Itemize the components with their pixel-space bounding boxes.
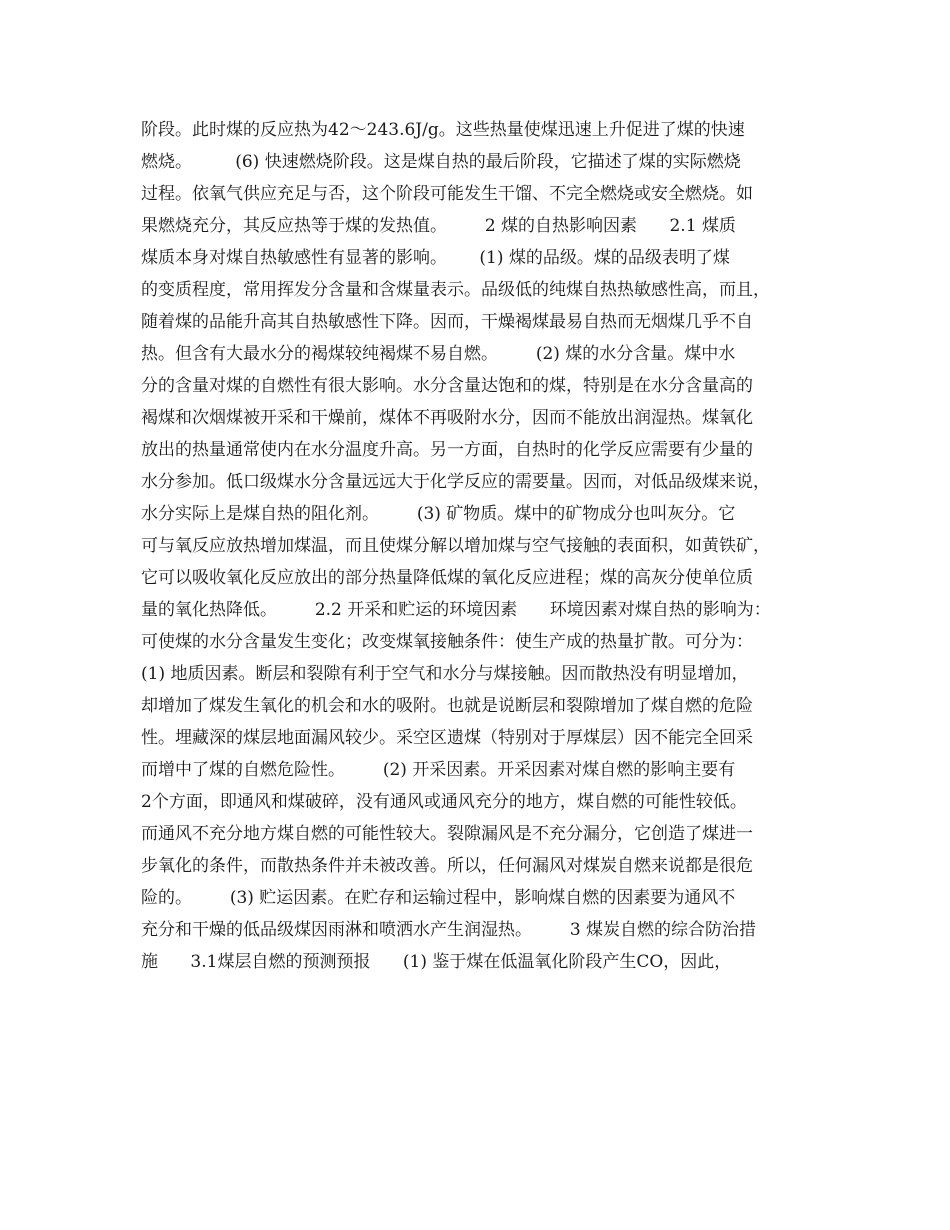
text-line: 煤质本身对煤自热敏感性有显著的影响。 (1) 煤的品级。煤的品级表明了煤 xyxy=(141,248,730,268)
text-line: 褐煤和次烟煤被开采和干燥前，煤体不再吸附水分，因而不能放出润湿热。煤氧化 xyxy=(141,408,753,428)
text-line: 可使煤的水分含量发生变化；改变煤氧接触条件：使生产成的热量扩散。可分为： xyxy=(141,632,753,652)
text-line: 阶段。此时煤的反应热为42～243.6J/g。这些热量使煤迅速上升促进了煤的快速 xyxy=(141,120,745,140)
text-line: 热。但含有大最水分的褐煤较纯褐煤不易自燃。 (2) 煤的水分含量。煤中水 xyxy=(141,344,736,364)
text-line: 性。埋藏深的煤层地面漏风较少。采空区遗煤（特别对于厚煤层）因不能完全回采 xyxy=(141,728,753,748)
text-line: (1) 地质因素。断层和裂隙有利于空气和水分与煤接触。因而散热没有明显增加， xyxy=(141,664,749,684)
text-line: 充分和干燥的低品级煤因雨淋和喷洒水产生润湿热。 3 煤炭自燃的综合防治措 xyxy=(141,920,757,940)
text-line: 险的。 (3) 贮运因素。在贮存和运输过程中，影响煤自燃的因素要为通风不 xyxy=(141,888,736,908)
text-line: 施 3.1煤层自燃的预测预报 (1) 鉴于煤在低温氧化阶段产生CO，因此， xyxy=(141,952,732,972)
text-line: 水分实际上是煤自热的阻化剂。 (3) 矿物质。煤中的矿物成分也叫灰分。它 xyxy=(141,504,736,524)
text-line: 却增加了煤发生氧化的机会和水的吸附。也就是说断层和裂隙增加了煤自燃的危险 xyxy=(141,696,753,716)
text-line: 的变质程度，常用挥发分含量和含煤量表示。品级低的纯煤自热热敏感性高，而且， xyxy=(141,280,770,300)
text-line: 2个方面，即通风和煤破碎，没有通风或通风充分的地方，煤自燃的可能性较低。 xyxy=(141,792,747,812)
text-line: 过程。依氧气供应充足与否，这个阶段可能发生干馏、不完全燃烧或安全燃烧。如 xyxy=(141,184,753,204)
text-line: 水分参加。低口级煤水分含量远远大于化学反应的需要量。因而，对低品级煤来说， xyxy=(141,472,770,492)
text-line: 果燃烧充分，其反应热等于煤的发热值。 2 煤的自热影响因素 2.1 煤质 xyxy=(141,216,736,236)
body-text xyxy=(141,114,831,978)
text-line: 而增中了煤的自燃危险性。 (2) 开采因素。开采因素对煤自燃的影响主要有 xyxy=(141,760,736,780)
text-line: 步氧化的条件，而散热条件并未被改善。所以，任何漏风对煤炭自燃来说都是很危 xyxy=(141,856,753,876)
text-line: 可与氧反应放热增加煤温，而且使煤分解以增加煤与空气接触的表面积，如黄铁矿， xyxy=(141,536,770,556)
text-line: 放出的热量通常使内在水分温度升高。另一方面，自热时的化学反应需要有少量的 xyxy=(141,440,753,460)
text-line: 分的含量对煤的自燃性有很大影响。水分含量达饱和的煤，特别是在水分含量高的 xyxy=(141,376,753,396)
text-line: 量的氧化热降低。 2.2 开采和贮运的环境因素 环境因素对煤自热的影响为： xyxy=(141,600,771,620)
text-line: 它可以吸收氧化反应放出的部分热量降低煤的氧化反应进程；煤的高灰分使单位质 xyxy=(141,568,753,588)
text-line: 燃烧。 (6) 快速燃烧阶段。这是煤自热的最后阶段，它描述了煤的实际燃烧 xyxy=(141,152,741,172)
text-line: 而通风不充分地方煤自燃的可能性较大。裂隙漏风是不充分漏分，它创造了煤进一 xyxy=(141,824,753,844)
text-line: 随着煤的品能升高其自热敏感性下降。因而，干燥褐煤最易自热而无烟煤几乎不自 xyxy=(141,312,753,332)
